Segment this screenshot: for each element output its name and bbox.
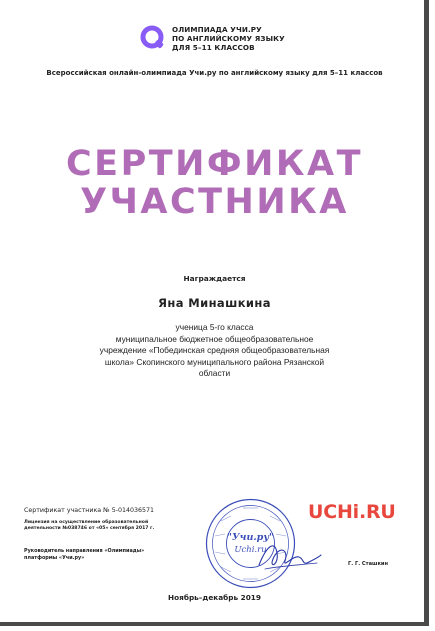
uchi-ru-logo: UCHi.RU — [308, 501, 396, 523]
head-line: Руководитель направления «Олимпиады» — [24, 548, 145, 554]
stamp-subtext: Uchi.ru — [234, 545, 267, 555]
license-info — [24, 520, 154, 532]
head-of-direction — [24, 548, 144, 561]
details-line: ученица 5-го класса — [175, 322, 254, 332]
stamp-text: "Учи.ру" — [227, 532, 274, 543]
certificate-title-line: УЧАСТНИКА — [80, 182, 349, 222]
olympiad-title-line: ОЛИМПИАДА УЧИ.РУ — [172, 25, 262, 34]
awarded-label: Награждается — [183, 274, 246, 283]
recipient-details — [70, 322, 359, 380]
recipient-name: Яна Минашкина — [158, 296, 271, 310]
signer-name: Г. Г. Сташкин — [348, 561, 388, 567]
olympiad-subtitle: Всероссийская онлайн-олимпиада Учи.ру по английскому языку для 5–11 классов — [46, 69, 383, 77]
olympiad-date: Ноябрь–декабрь 2019 — [168, 593, 261, 602]
certificate-number: Сертификат участника № 5-014036571 — [24, 507, 155, 514]
signature-icon — [255, 535, 325, 575]
details-line: области — [198, 368, 231, 379]
license-line: Лицензия на осуществление образовательной — [24, 520, 149, 525]
certificate-title-line: СЕРТИФИКАТ — [66, 144, 363, 184]
head-line: платформы «Учи.ру» — [24, 554, 85, 561]
details-line: учреждение «Побединская средняя общеобразовательная — [99, 345, 330, 356]
olympiad-title-line: ПО АНГЛИЙСКОМУ ЯЗЫКУ — [172, 34, 285, 44]
license-line: деятельности №038746 от «05» сентября 2017 г. — [24, 526, 155, 532]
details-line: школа» Скопинского муниципального района Рязанской — [104, 356, 325, 367]
uchi-q-logo-icon — [140, 25, 166, 51]
certificate-title — [0, 145, 429, 221]
olympiad-title-line: ДЛЯ 5–11 КЛАССОВ — [172, 43, 255, 53]
details-line: муниципальное бюджетное общеобразовательное — [115, 333, 314, 344]
olympiad-title — [172, 25, 285, 53]
